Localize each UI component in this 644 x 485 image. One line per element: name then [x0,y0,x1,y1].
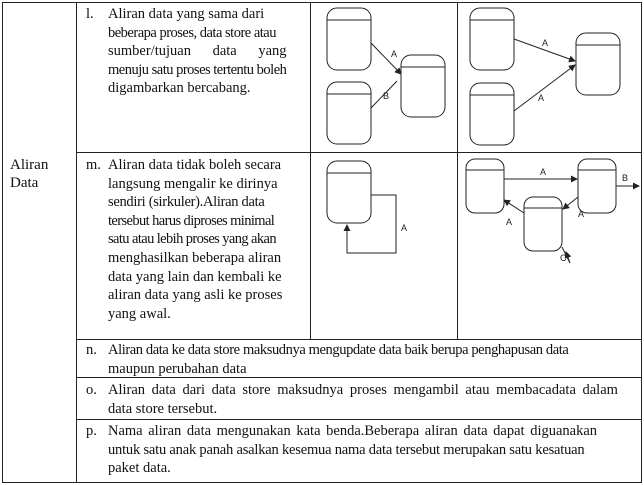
rule-text-line: menghasilkan beberapa aliran [108,249,282,266]
rule-label: o. [86,382,97,398]
flow-label: B [622,173,629,183]
process-shape [470,8,514,70]
diagram-l-right [458,3,641,152]
rule-p [86,422,638,480]
process-shape [470,83,514,145]
flow-label: A [542,38,549,48]
flow-label: B [383,91,390,101]
process-shape [401,55,445,117]
rule-text-line: sendiri (sirkuler).Aliran data [108,194,265,211]
process-shape [327,161,371,223]
rule-text-line: maupun perubahan data [108,360,247,377]
process-shape [327,82,371,144]
rule-text-line: data yang lain dan kembali ke [108,268,282,285]
rule-text-line: paket data. [108,460,171,477]
rule-l [86,5,308,145]
rule-text-line: data store tersebut. [108,400,218,417]
diagram-m-right [458,153,641,339]
row-divider [76,339,642,340]
process-shape [466,159,504,213]
flow-label: A [401,223,408,233]
rule-o [86,381,638,417]
rule-n [86,341,638,377]
rule-text-line: aliran data yang asli ke proses [108,287,283,304]
rule-label: p. [86,423,97,439]
flow-label: C [560,253,567,263]
rule-label: n. [86,342,97,358]
rule-text-line: Aliran data tidak boleh secara [108,157,282,173]
process-shape [327,8,371,70]
process-shape [576,33,620,95]
category-label: Aliran Data [10,157,49,191]
flow-label: A [540,167,547,177]
diagram-l-left [311,3,457,152]
rule-text-line: sumber/tujuan data yang [108,43,287,60]
flow-label: A [506,217,513,227]
flow-label: A [391,49,398,59]
rule-text-line: Aliran data yang sama dari [108,6,265,22]
rule-label: l. [86,6,94,22]
process-shape [524,197,562,251]
flow-label: A [538,93,545,103]
rule-text-line: langsung mengalir ke dirinya [108,175,278,192]
rule-text-line: Nama aliran data mengunakan kata benda.Beberapa aliran data dapat diguanakan [108,423,598,439]
rule-m [86,156,308,336]
process-shape [578,159,616,213]
rule-text-line: digambarkan bercabang. [108,80,251,97]
rule-text-line: tersebut harus diproses minimal [108,212,275,229]
rule-text-line: untuk satu anak panah asalkan kesemua nama data tersebut merupakan satu kesatuan [108,441,585,458]
rule-label: m. [86,157,101,173]
rule-text-line: satu atau lebih proses yang akan [108,231,277,248]
rule-text-line: Aliran data dari data store maksudnya proses mengambil atau membacadata dalam [108,382,618,398]
column-divider [76,2,77,483]
rule-text-line: beberapa proses, data store atau [108,24,276,41]
rule-text-line: yang awal. [108,305,171,322]
diagram-m-left [311,153,457,339]
rule-text-line: menuju satu proses tertentu boleh [108,61,287,78]
flow-label: A [578,209,585,219]
row-divider [76,419,642,420]
rule-text-line: Aliran data ke data store maksudnya mengupdate data baik berupa penghapusan data [108,342,569,358]
